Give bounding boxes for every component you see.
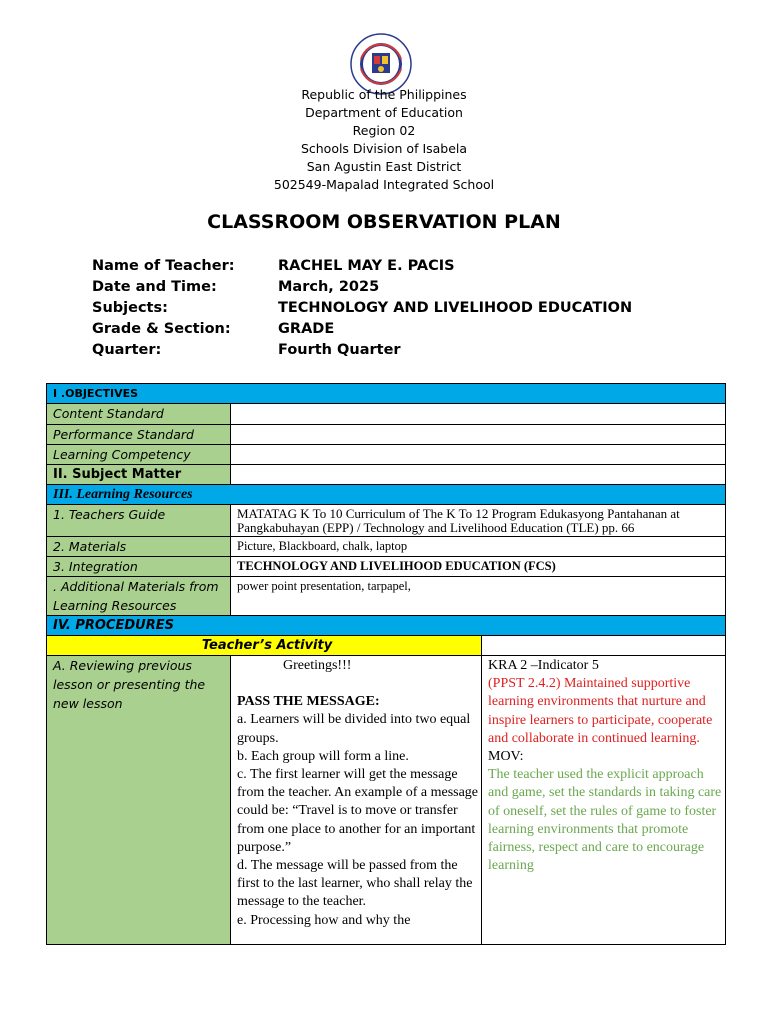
teachers-activity-blank	[482, 636, 726, 656]
activity-step: d. The message will be passed from the first to the last learner, who shall relay the message to the teacher.	[237, 858, 473, 910]
activity-step: b. Each group will form a line.	[237, 748, 409, 764]
activity-cell	[231, 656, 482, 945]
learning-competency-label: Learning Competency	[47, 445, 231, 465]
mov-label: MOV:	[488, 749, 524, 765]
info-label: Quarter:	[92, 342, 162, 358]
ppst-text: (PPST 2.4.2) Maintained supportive learning environments that nurture and inspire learners to participate, cooperate and collaborate in continued learning.	[488, 676, 713, 746]
materials-value: Picture, Blackboard, chalk, laptop	[231, 537, 726, 557]
activity-step: c. The first learner will get the message from the teacher. An example of a message could be: “Travel is to move or transfer from one place to another for an important purpose.”	[237, 767, 479, 855]
mov-text: The teacher used the explicit approach and game, set the standards in taking care of oneself, set the rules of game to foster learning environments that promote fairness, respect and care to encourage learning	[488, 767, 722, 874]
header-division: Schools Division of Isabela	[300, 141, 468, 156]
content-standard-label: Content Standard	[47, 404, 231, 425]
teachers-guide-value: MATATAG K To 10 Curriculum of The K To 12 Program Edukasyong Pantahanan at Pangkabuhayan (EPP) / Technology and Livelihood Education (TLE) pp. 66	[231, 505, 726, 537]
objectives-header: I .OBJECTIVES	[47, 384, 726, 404]
indicator-cell	[482, 656, 726, 945]
content-standard-value	[231, 404, 726, 425]
learning-resources-header: III. Learning Resources	[47, 485, 726, 505]
subject-matter-label: II. Subject Matter	[47, 465, 231, 485]
header-republic: Republic of the Philippines	[301, 87, 467, 102]
info-value: GRADE	[278, 321, 335, 337]
info-value: TECHNOLOGY AND LIVELIHOOD EDUCATION	[278, 300, 633, 316]
teachers-guide-label: 1. Teachers Guide	[47, 505, 231, 537]
observation-plan-table	[46, 383, 726, 945]
integration-value: TECHNOLOGY AND LIVELIHOOD EDUCATION (FCS)	[231, 557, 726, 577]
info-label: Grade & Section:	[92, 321, 231, 337]
header-department: Department of Education	[305, 105, 463, 120]
additional-materials-label: . Additional Materials from Learning Resources	[47, 577, 231, 616]
reviewing-lesson-label: A. Reviewing previous lesson or presenting the new lesson	[47, 656, 231, 945]
header-region: Region 02	[352, 123, 416, 138]
info-value: RACHEL MAY E. PACIS	[278, 258, 455, 274]
activity-step: e. Processing how and why the	[237, 912, 411, 928]
learning-competency-value	[231, 445, 726, 465]
teachers-activity-header: Teacher’s Activity	[47, 636, 482, 656]
materials-label: 2. Materials	[47, 537, 231, 557]
document-title: CLASSROOM OBSERVATION PLAN	[207, 211, 561, 233]
procedures-header: IV. PROCEDURES	[47, 616, 726, 636]
header-school: 502549-Mapalad Integrated School	[273, 177, 495, 192]
integration-label: 3. Integration	[47, 557, 231, 577]
additional-materials-value: power point presentation, tarpapel,	[231, 577, 726, 616]
info-value: March, 2025	[278, 279, 380, 295]
pass-message-title: PASS THE MESSAGE:	[237, 694, 380, 710]
greetings-text: Greetings!!!	[283, 658, 352, 673]
info-label: Subjects:	[92, 300, 168, 316]
kra-indicator: KRA 2 –Indicator 5	[488, 658, 599, 673]
performance-standard-label: Performance Standard	[47, 425, 231, 445]
subject-matter-value	[231, 465, 726, 485]
info-label: Name of Teacher:	[92, 258, 235, 274]
info-value: Fourth Quarter	[278, 342, 401, 358]
info-label: Date and Time:	[92, 279, 217, 295]
performance-standard-value	[231, 425, 726, 445]
header-district: San Agustin East District	[306, 159, 462, 174]
activity-step: a. Learners will be divided into two equal groups.	[237, 712, 471, 746]
